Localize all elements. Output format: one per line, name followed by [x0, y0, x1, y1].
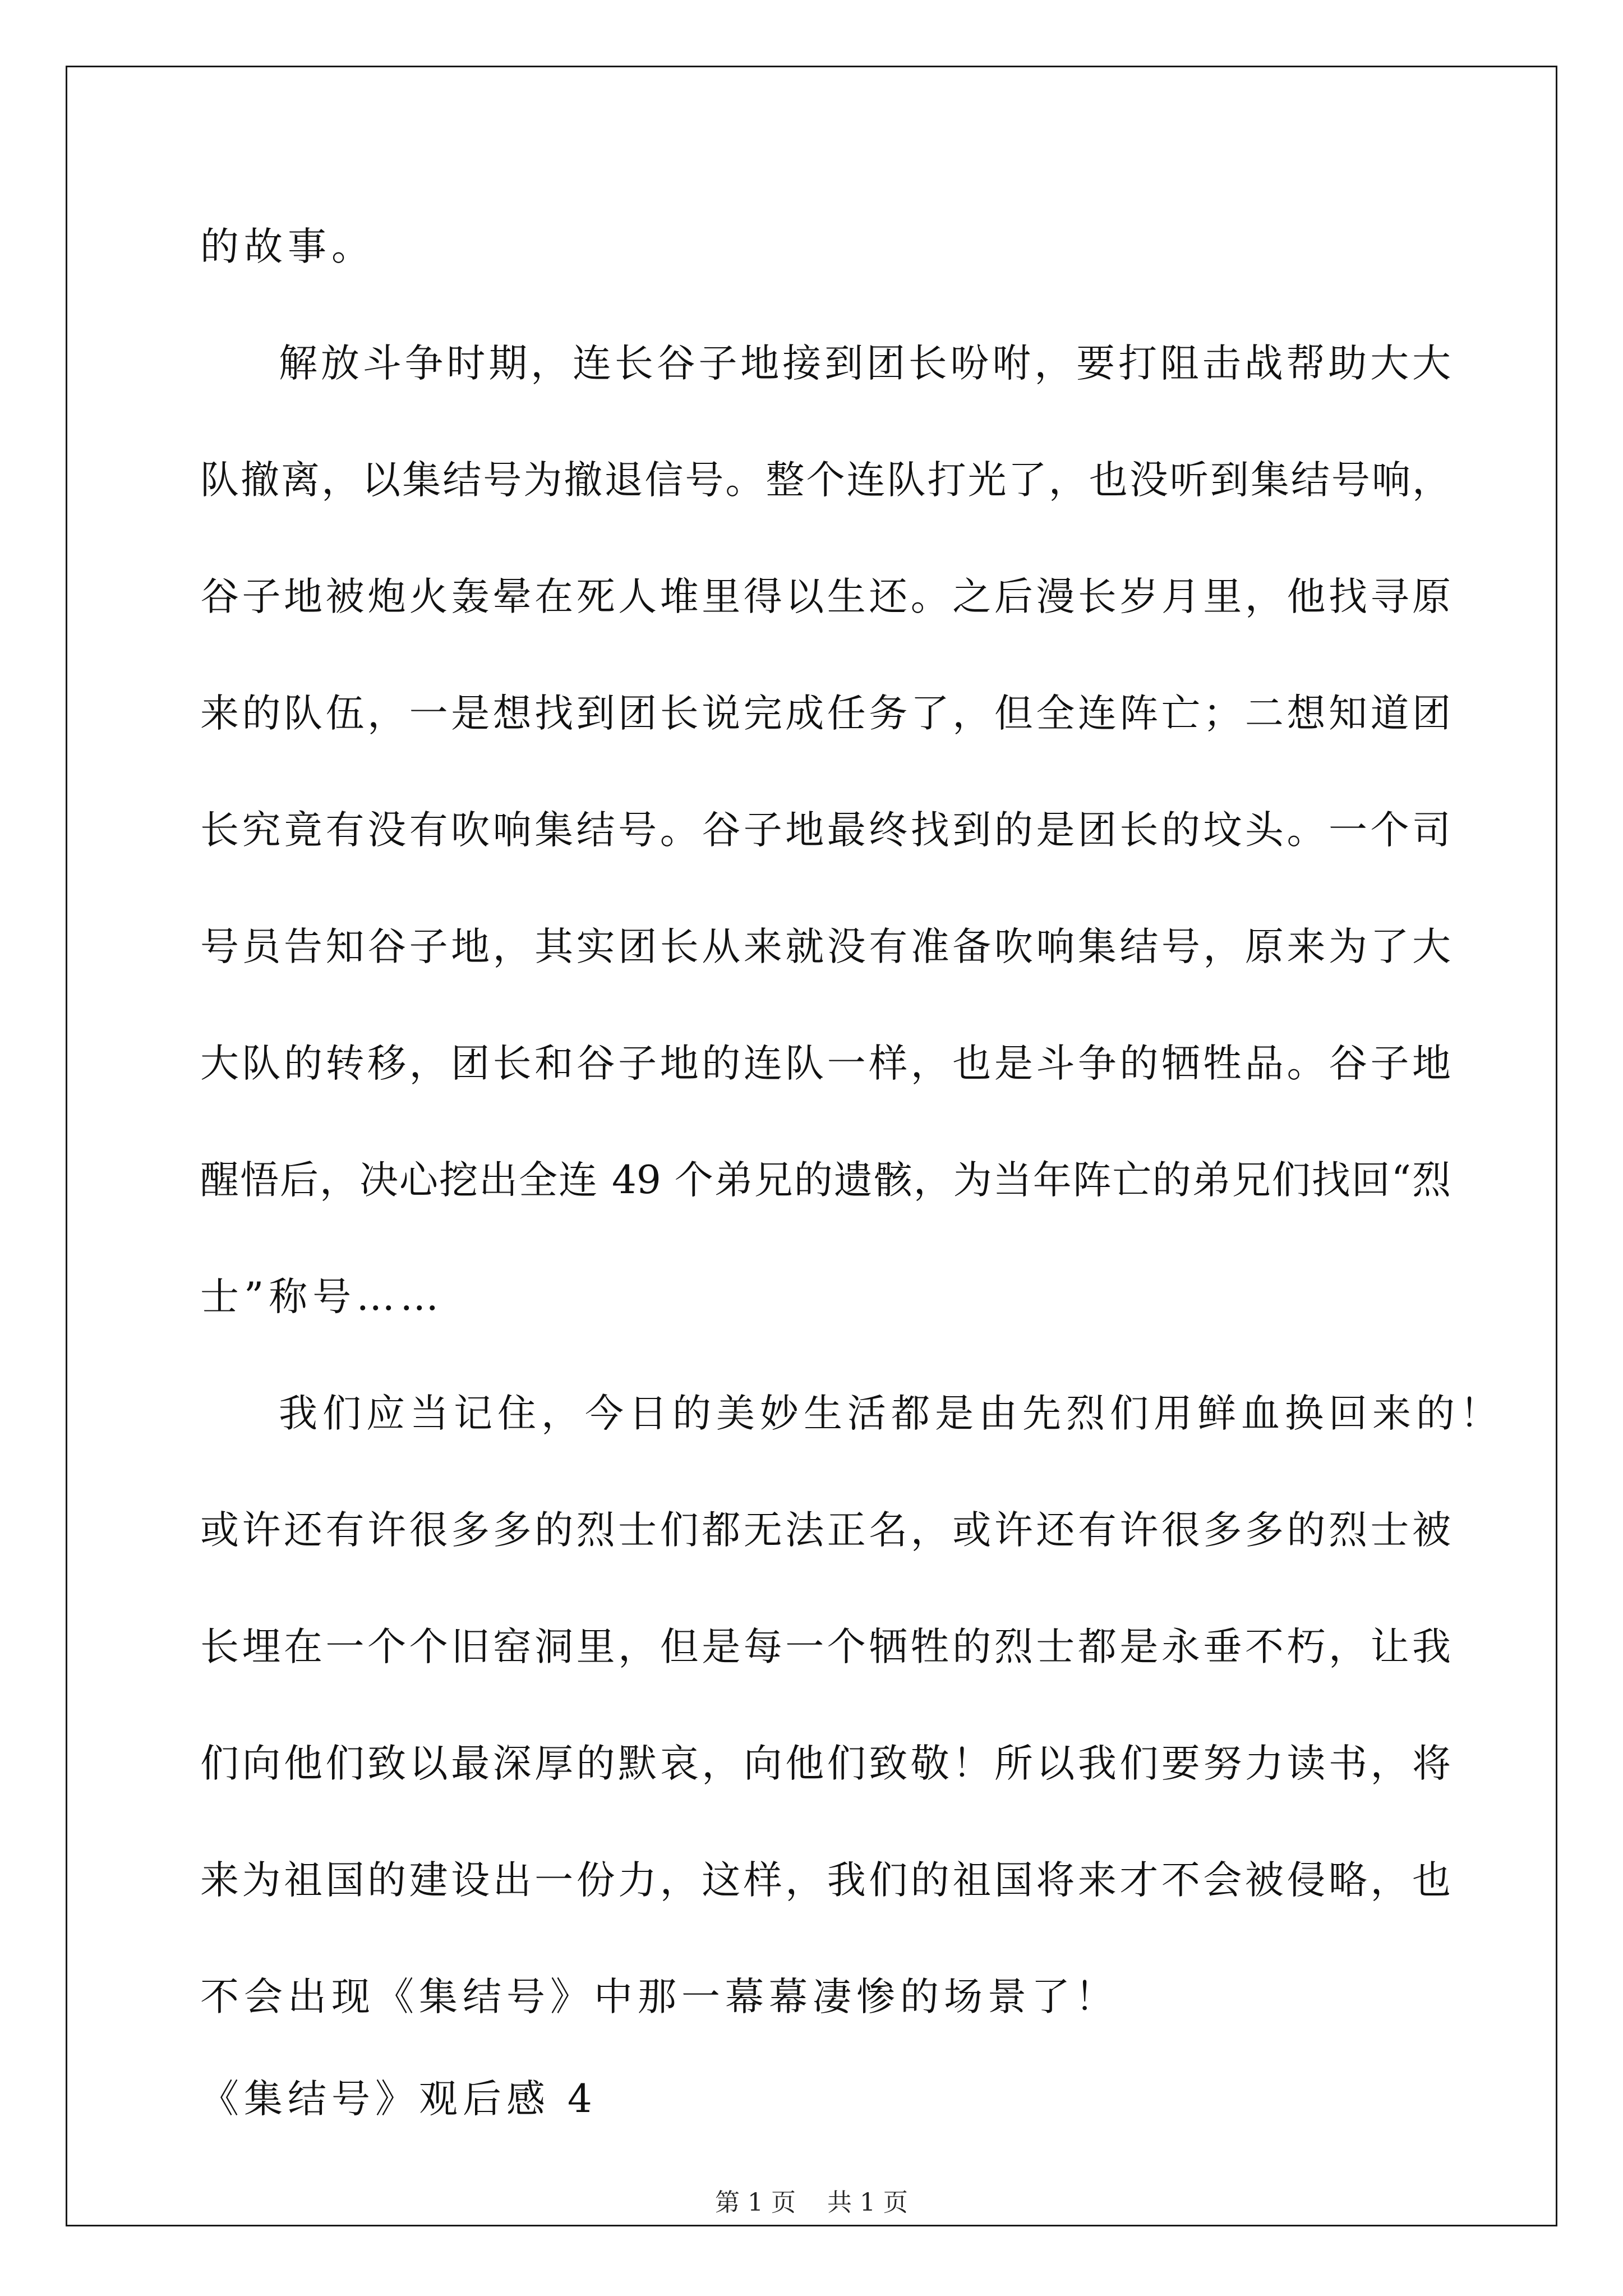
paragraph-start-line: 我们应当记住，今日的美妙生活都是由先烈们用鲜血换回来的！: [279, 1391, 1504, 1436]
text-line: 的故事。: [200, 224, 375, 269]
text-line: 们向他们致以最深厚的默哀，向他们致敬！所以我们要努力读书，将: [200, 1741, 1451, 1786]
text-line: 来的队伍，一是想找到团长说完成任务了，但全连阵亡；二想知道团: [200, 691, 1451, 736]
text-line: 士”称号……: [200, 1274, 444, 1319]
page-number-footer: 第 1 页 共 1 页: [715, 2188, 908, 2217]
section-heading: 《集结号》观后感 4: [200, 2077, 597, 2122]
text-line: 队撤离，以集结号为撤退信号。整个连队打光了，也没听到集结号响，: [200, 458, 1451, 503]
text-line: 谷子地被炮火轰晕在死人堆里得以生还。之后漫长岁月里，他找寻原: [200, 574, 1451, 619]
text-line: 或许还有许很多多的烈士们都无法正名，或许还有许很多多的烈士被: [200, 1508, 1451, 1553]
text-line: 不会出现《集结号》中那一幕幕凄惨的场景了！: [200, 1975, 1119, 2019]
text-line: 大队的转移，团长和谷子地的连队一样，也是斗争的牺牲品。谷子地: [200, 1041, 1451, 1086]
text-line: 长埋在一个个旧窑洞里，但是每一个牺牲的烈士都是永垂不朽，让我: [200, 1625, 1451, 1669]
text-line: 长究竟有没有吹响集结号。谷子地最终找到的是团长的坟头。一个司: [200, 808, 1451, 853]
text-line: 号员告知谷子地，其实团长从来就没有准备吹响集结号，原来为了大: [200, 924, 1451, 969]
paragraph-start-line: 解放斗争时期，连长谷子地接到团长吩咐，要打阻击战帮助大大: [279, 341, 1451, 386]
text-line: 醒悟后，决心挖出全连 49 个弟兄的遗骸，为当年阵亡的弟兄们找回“烈: [200, 1158, 1451, 1203]
text-line: 来为祖国的建设出一份力，这样，我们的祖国将来才不会被侵略，也: [200, 1858, 1451, 1903]
